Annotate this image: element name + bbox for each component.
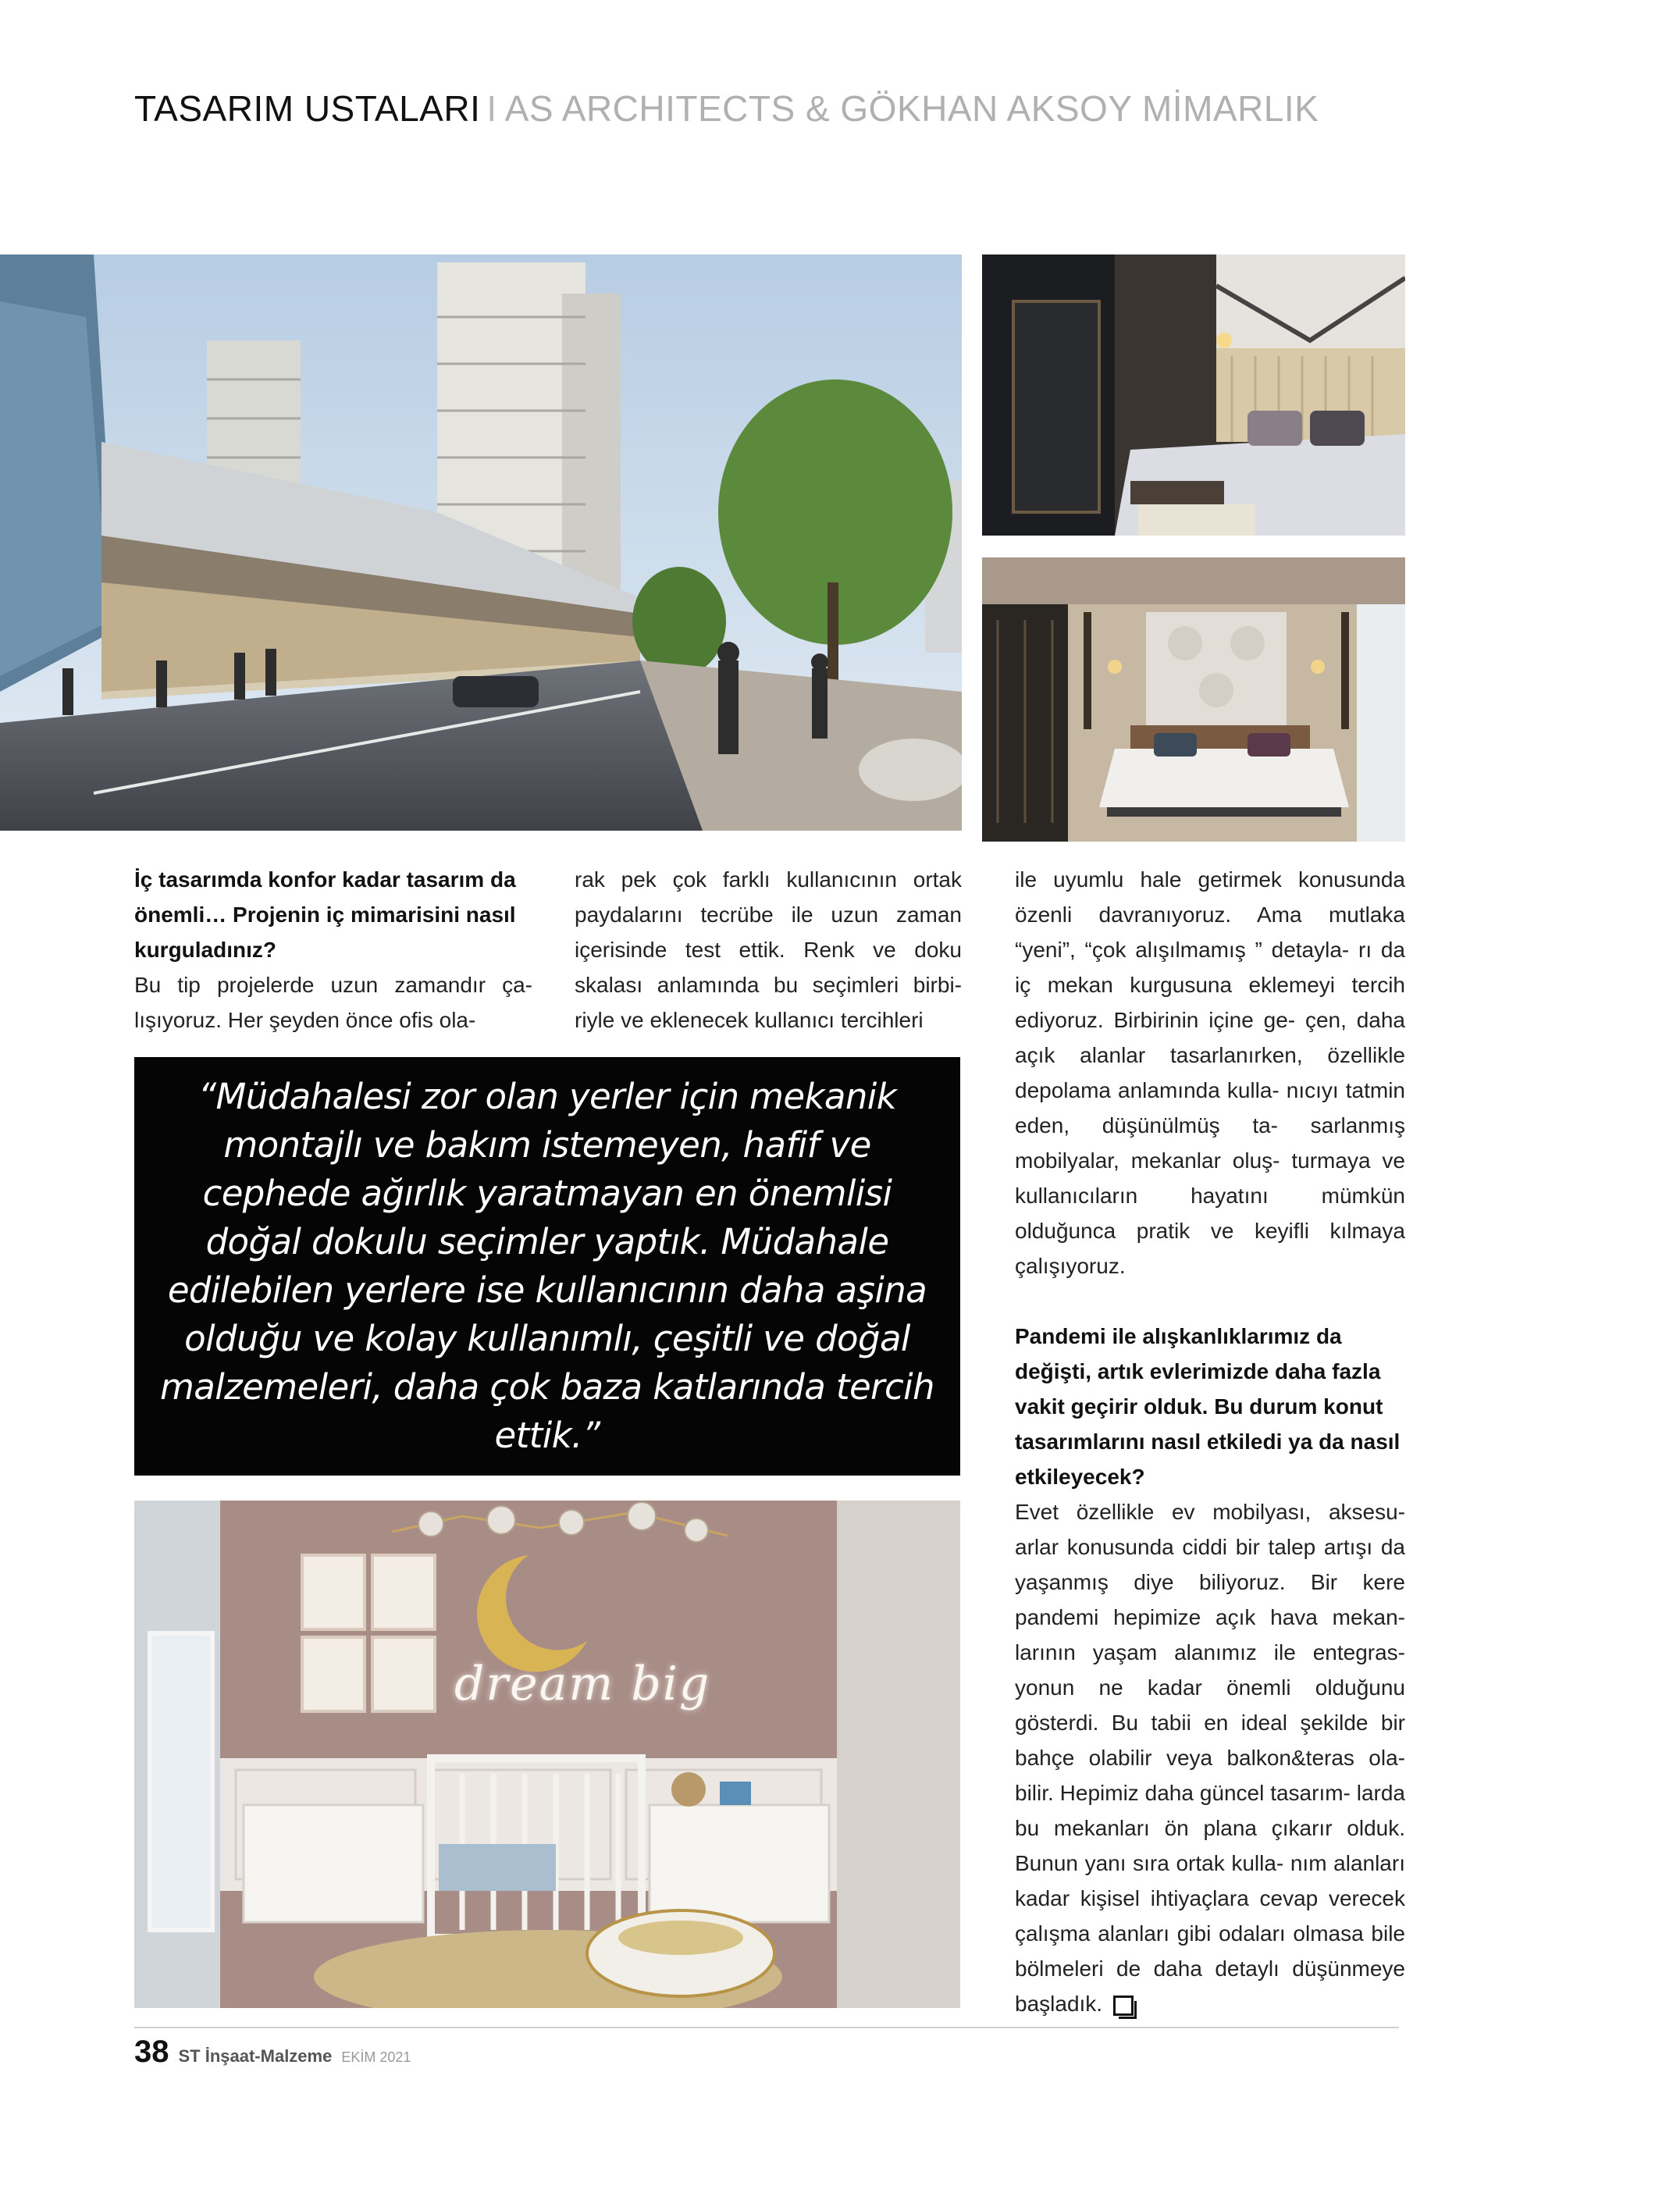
pull-quote (134, 1057, 960, 1476)
interview-answer-1-end: ile uyumlu hale getirmek konusunda özenli davranıyoruz. Ama mutlaka “yeni”, “çok alışılmamış ” detayla- rı da iç mekan kurgusuna eklemeyi tercih ediyoruz. Birbirinin içine ge- çen, daha açık alanlar tasarlanırken, özellikle depolama anlamında kulla- nıcıyı tatmin eden, düşünülmüş ta- sarlanmış mobilyalar, mekanlar oluş- turmaya ve kullanıcıların hayatını mümkün olduğunca pratik ve keyifli kılmaya çalışıyoruz. (1015, 867, 1405, 1278)
article-column-2 (575, 862, 962, 1038)
bedroom-photo-2 (982, 557, 1405, 842)
interview-answer-2: Evet özellikle ev mobilyası, aksesu- arlar konusunda ciddi bir talep artışı da yaşanmış diye biliyoruz. Bir kere pandemi hepimize açık hava mekan- larının yaşam alanımız ile entegras- yonun ne kadar önemli olduğunu gösterdi. Bu tabii en ideal şekilde bir bahçe olabilir veya balkon&teras ola- bilir. Hepimiz daha güncel tasarım- larda bu mekanları ön plana çıkarır olduk. Bunun yanı sıra ortak kulla- nım alanları kadar kişisel ihtiyaçlara cevap verecek çalışma alanları gibi odaları olmasa bile bölmeleri de daha detaylı düşünmeye başladık. (1015, 1500, 1405, 2016)
nursery-wall-text: dream big (454, 1657, 711, 1711)
interview-answer-1-cont: rak pek çok farklı kullanıcının ortak paydalarını tecrübe ile uzun zaman içerisinde test ettik. Renk ve doku skalası anlamında bu seçimleri birbi- riyle ve eklenecek kullanıcı tercihleri (575, 867, 962, 1032)
issue-date: EKİM 2021 (341, 2049, 411, 2065)
footer-divider (134, 2027, 1399, 2028)
header-subtitle: AS ARCHITECTS & GÖKHAN AKSOY MİMARLIK (504, 88, 1319, 129)
page-header (134, 87, 1319, 130)
pull-quote-text: “Müdahalesi zor olan yerler için mekanik montajlı ve bakım istemeyen, hafif ve cephede ağırlık yaratmayan en önemlisi doğal dokulu seçimler yaptık. Müdahale edilebilen yerlere ise kullanıcının daha aşina olduğu ve kolay kullanımlı, çeşitli ve doğal malzemeleri, daha çok baza katlarında tercih ettik.” (160, 1076, 934, 1456)
article-column-3 (1015, 862, 1405, 2021)
page-footer (134, 2035, 411, 2070)
section-title: TASARIM USTALARI (134, 88, 481, 129)
magazine-name: ST İnşaat-Malzeme (178, 2046, 333, 2066)
interview-question-2: Pandemi ile alışkanlıklarımız da değişti, artık evlerimizde daha fazla vakit geçirir olduk. Bu durum konut tasarımlarını nasıl etkiledi ya da nasıl etkileyecek? (1015, 1324, 1401, 1489)
article-end-icon (1113, 1996, 1134, 2016)
nursery-photo (134, 1501, 960, 2008)
street-render-photo (0, 255, 962, 831)
page-number: 38 (134, 2035, 169, 2069)
interview-question-1: İç tasarımda konfor kadar tasarım da önemli… Projenin iç mimarisini nasıl kurguladınız? (134, 867, 516, 962)
article-column-1 (134, 862, 532, 1038)
interview-answer-1: Bu tip projelerde uzun zamandır ça- lışıyoruz. Her şeyden önce ofis ola- (134, 973, 532, 1032)
header-separator: I (486, 88, 497, 129)
bedroom-photo-1 (982, 255, 1405, 536)
